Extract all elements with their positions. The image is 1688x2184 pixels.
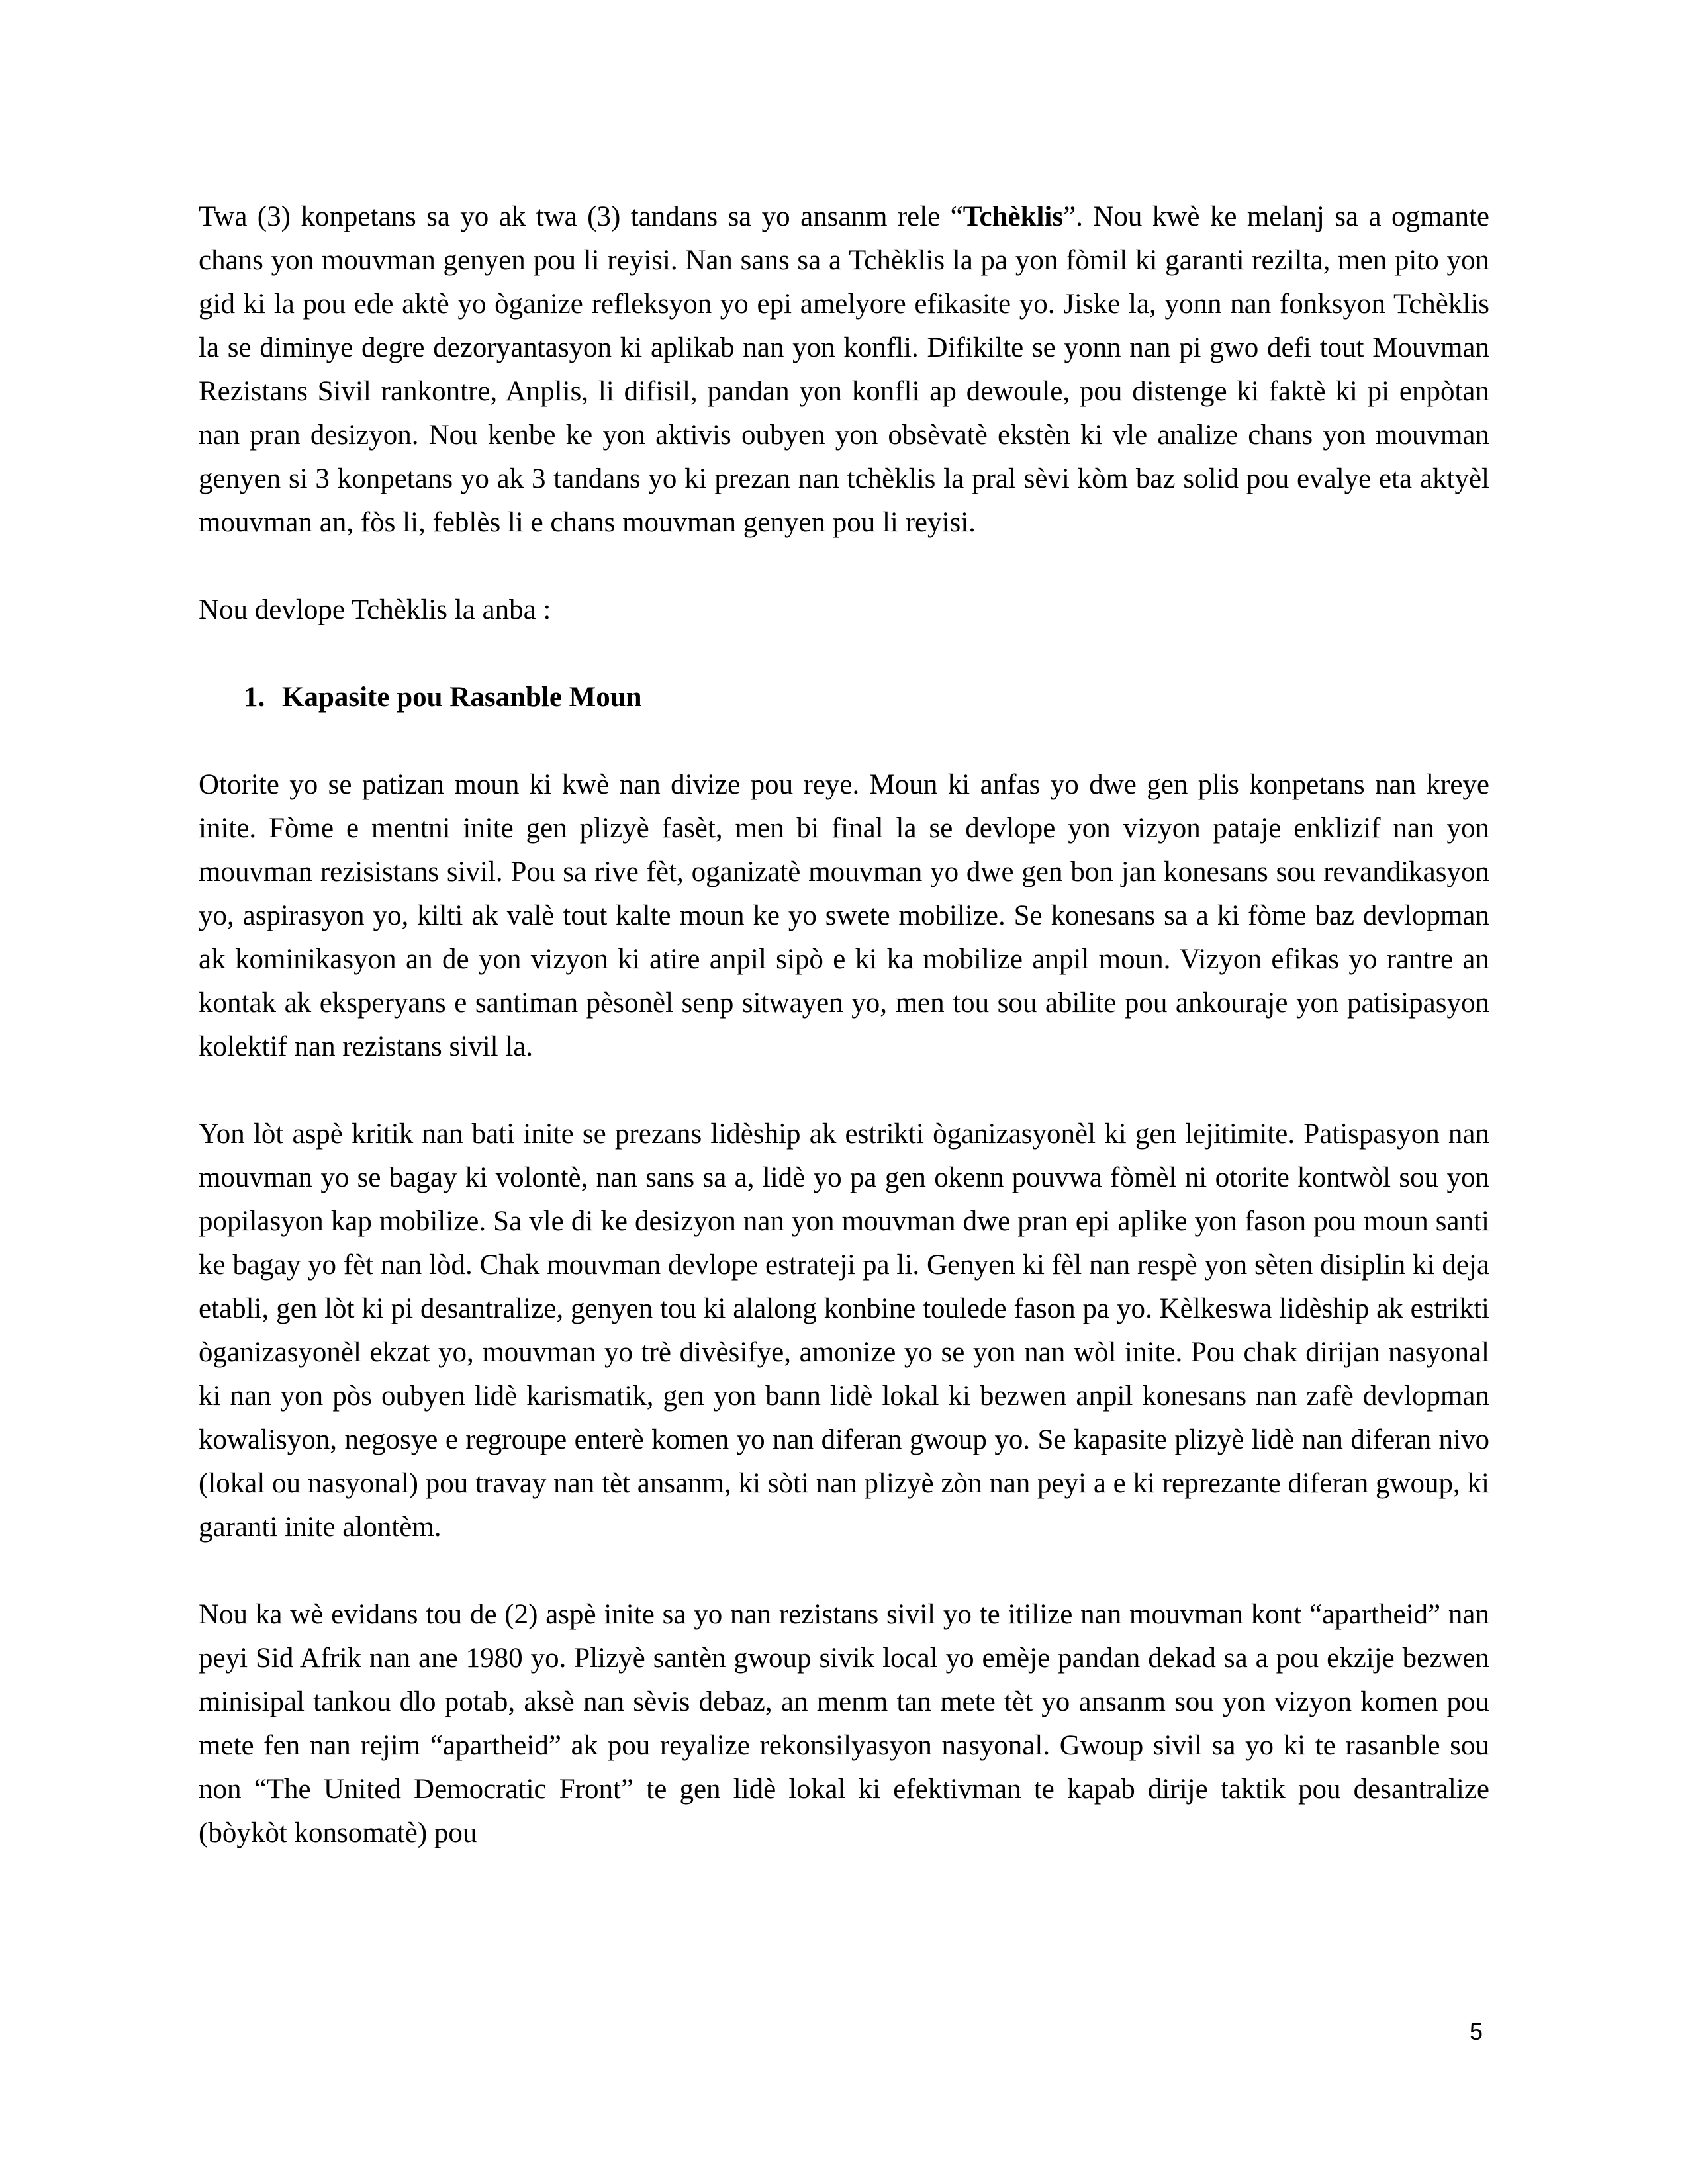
section-number: 1. <box>244 682 265 713</box>
section-title: Kapasite pou Rasanble Moun <box>282 682 642 713</box>
intro-paragraph <box>199 195 1489 545</box>
leadership-paragraph: Yon lòt aspè kritik nan bati inite se prezans lidèship ak estrikti òganizasyonèl ki gen lejitimite. Patispasyon nan mouvman yo se bagay ki volontè, nan sans sa a, lidè yo pa gen okenn pouvwa fòmèl ni otorite kontwòl sou yon popilasyon kap mobilize. Sa vle di ke desizyon nan yon mouvman dwe pran epi aplike yon fason pou moun santi ke bagay yo fèt nan lòd. Chak mouvman devlope estrateji pa li. Genyen ki fèl nan respè yon sèten disiplin ki deja etabli, gen lòt ki pi desantralize, genyen tou ki alalong konbine toulede fason pa yo. Kèlkeswa lidèship ak estrikti òganizasyonèl ekzat yo, mouvman yo trè divèsifye, amonize yo se yon nan wòl inite. Pou chak dirijan nasyonal ki nan yon pòs oubyen lidè karismatik, gen yon bann lidè lokal ki bezwen anpil konesans nan zafè devlopman kowalisyon, negosye e regroupe enterè komen yo nan diferan gwoup yo. Se kapasite plizyè lidè nan diferan nivo (lokal ou nasyonal) pou travay nan tèt ansanm, ki sòti nan plizyè zòn nan peyi a e ki reprezante diferan gwoup, ki garanti inite alontèm. <box>199 1118 1489 1543</box>
checklist-lead-paragraph: Nou devlope Tchèklis la anba : <box>199 594 551 625</box>
page-number: 5 <box>1469 2018 1483 2045</box>
unity-paragraph: Otorite yo se patizan moun ki kwè nan divize pou reye. Moun ki anfas yo dwe gen plis konpetans nan kreye inite. Fòme e mentni inite gen plizyè fasèt, men bi final la se devlope yon vizyon pataje enklizif nan yon mouvman rezisistans sivil. Pou sa rive fèt, oganizatè mouvman yo dwe gen bon jan konesans sou revandikasyon yo, aspirasyon yo, kilti ak valè tout kalte moun ke yo swete mobilize. Se konesans sa a ki fòme baz devlopman ak kominikasyon an de yon vizyon ki atire anpil sipò e ki ka mobilize anpil moun. Vizyon efikas yo rantre an kontak ak eksperyans e santiman pèsonèl senp sitwayen yo, men tou sou abilite pou ankouraje yon patisipasyon kolektif nan rezistans sivil la. <box>199 769 1489 1062</box>
page-body <box>199 195 1489 1899</box>
intro-text-rest: ”. Nou kwè ke melanj sa a ogmante chans yon mouvman genyen pou li reyisi. Nan sans sa a Tchèklis la pa yon fòmil ki garanti rezilta, men pito yon gid ki la pou ede aktè yo òganize refleksyon yo epi amelyore efikasite yo. Jiske la, yonn nan fonksyon Tchèklis la se diminye degre dezoryantasyon ki aplikab nan yon konfli. Difikilte se yonn nan pi gwo defi tout Mouvman Rezistans Sivil rankontre, Anplis, li difisil, pandan yon konfli ap dewoule, pou distenge ki faktè ki pi enpòtan nan pran desizyon. Nou kenbe ke yon aktivis oubyen yon obsèvatè ekstèn ki vle analize chans yon mouvman genyen si 3 konpetans yo ak 3 tandans yo ki prezan nan tchèklis la pral sèvi kòm baz solid pou evalye eta aktyèl mouvman an, fòs li, feblès li e chans mouvman genyen pou li reyisi. <box>199 201 1490 538</box>
checklist-term: Tchèklis <box>962 201 1064 232</box>
section-heading <box>199 676 1489 719</box>
apartheid-paragraph: Nou ka wè evidans tou de (2) aspè inite sa yo nan rezistans sivil yo te itilize nan mouvman kont “apartheid” nan peyi Sid Afrik nan ane 1980 yo. Plizyè santèn gwoup sivik local yo emèje pandan dekad sa a pou ekzije bezwen minisipal tankou dlo potab, aksè nan sèvis debaz, an menm tan mete tèt yo ansanm sou yon vizyon komen pou mete fen nan rejim “apartheid” ak pou reyalize rekonsilyasyon nasyonal. Gwoup sivil sa yo ki te rasanble sou non “The United Democratic Front” te gen lidè lokal ki efektivman te kapab dirije taktik pou desantralize (bòykòt konsomatè) pou <box>199 1599 1489 1848</box>
intro-text-start: Twa (3) konpetans sa yo ak twa (3) tandans sa yo ansanm rele “ <box>199 201 963 232</box>
